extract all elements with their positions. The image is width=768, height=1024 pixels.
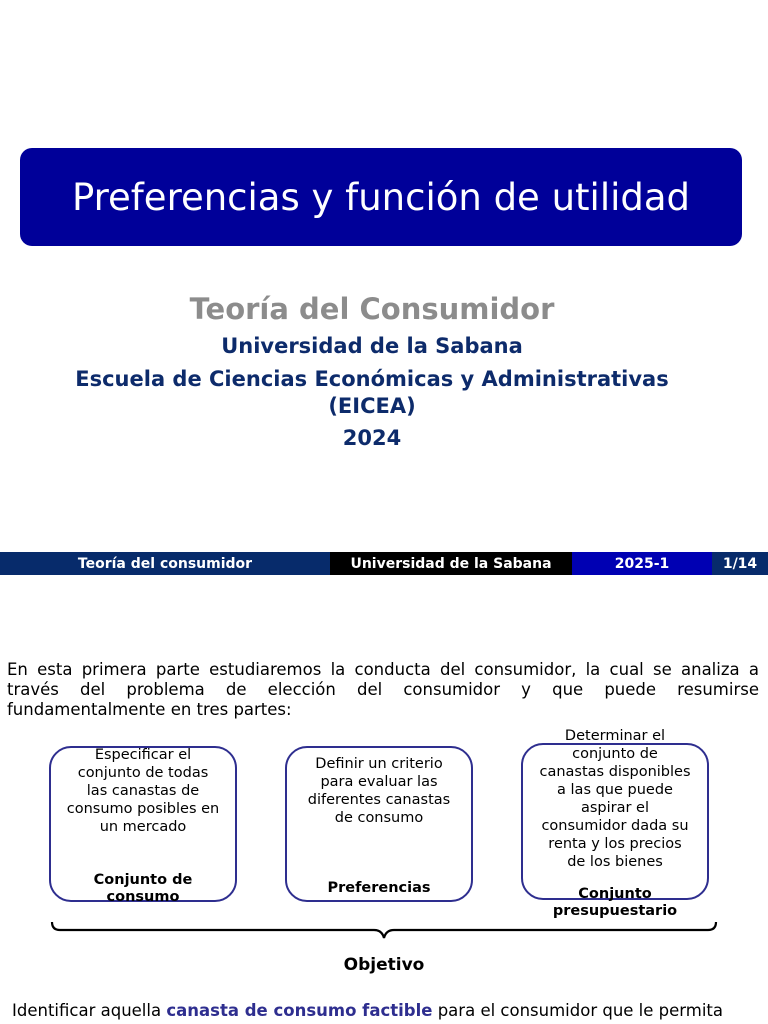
highlight-term: canasta de consumo factible: [166, 1001, 433, 1020]
slide-subtitle: Teoría del Consumidor: [189, 292, 555, 326]
slide-year: 2024: [342, 426, 402, 450]
card-label: Preferencias: [327, 880, 431, 896]
institution-name: Universidad de la Sabana: [221, 334, 523, 358]
school-acronym: (EICEA): [328, 394, 416, 418]
card-description: Determinar el conjunto de canastas disponibles a las que puede aspirar el consumidor dada su renta y los precios de los bienes: [539, 728, 691, 870]
slide-title-box: [20, 148, 742, 246]
card-conjunto-consumo: [49, 746, 237, 905]
objective-text: Identificar aquella canasta de consumo factible para el consumidor que le permita: [12, 1001, 724, 1020]
footer-university: Universidad de la Sabana: [330, 552, 572, 575]
card-description: Especificar el conjunto de todas las canastas de consumo posibles en un mercado: [66, 747, 220, 835]
school-name: Escuela de Ciencias Económicas y Administrativas: [75, 367, 669, 391]
card-label: Conjunto de consumo: [93, 872, 193, 905]
intro-paragraph: En esta primera parte estudiaremos la conducta del consumidor, la cual se analiza a través del problema de elección del consumidor y que puede resumirse fundamentalmente en tres partes:: [7, 660, 759, 719]
curly-brace: [50, 920, 718, 942]
footer-course: Teoría del consumidor: [0, 552, 330, 575]
slide-title: Preferencias y función de utilidad: [71, 175, 691, 219]
footer-page-number: 1/14: [712, 552, 768, 575]
slide-footer: [0, 552, 768, 575]
card-conjunto-presupuestario: [521, 728, 709, 919]
footer-term: 2025-1: [572, 552, 712, 575]
card-label: Conjunto presupuestario: [552, 886, 678, 919]
card-description: Definir un criterio para evaluar las diferentes canastas de consumo: [307, 756, 451, 826]
card-preferencias: [285, 746, 473, 902]
objective-label: Objetivo: [343, 955, 425, 975]
